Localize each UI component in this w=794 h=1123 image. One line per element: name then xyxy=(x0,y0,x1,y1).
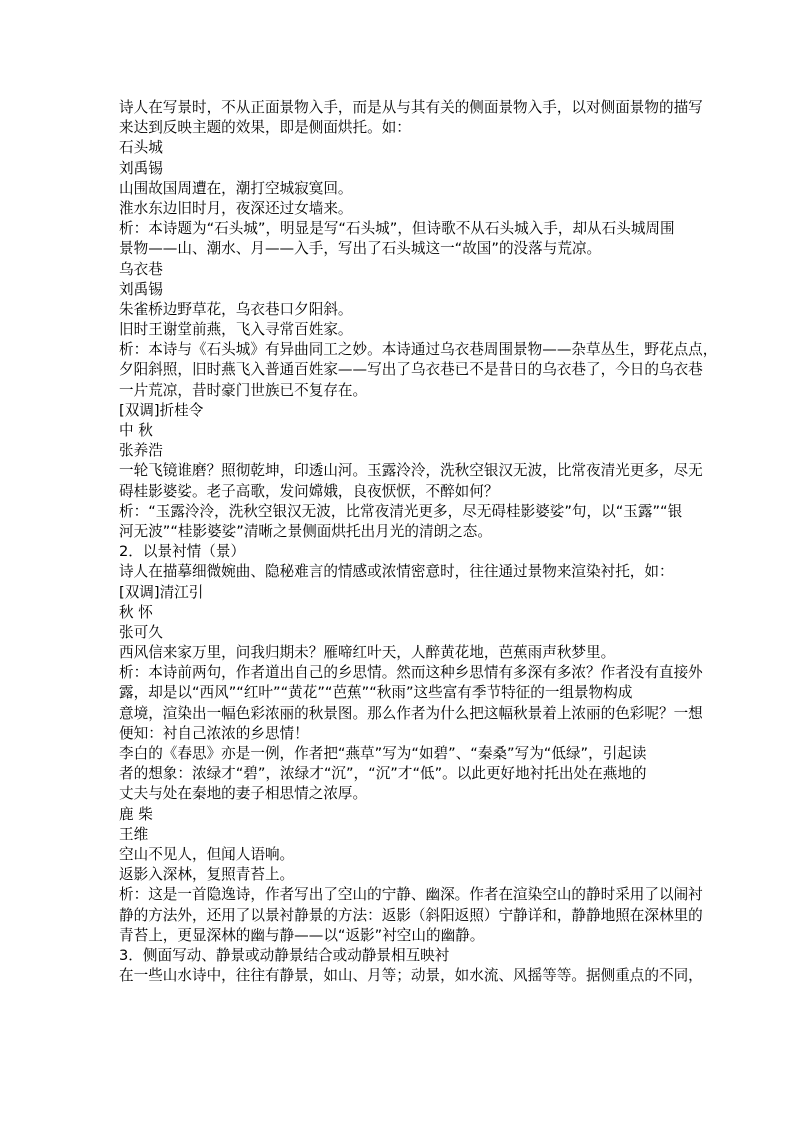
qu-pai: [双调]清江引 xyxy=(119,583,204,601)
poem-title: 乌衣巷 xyxy=(119,260,163,278)
poem-line: 山围故国周遭在，潮打空城寂寞回。 xyxy=(119,179,353,197)
analysis-line: 青苔上，更显深林的幽与静——以“返影”衬空山的幽静。 xyxy=(119,926,485,944)
poem-line: 西风信来家万里，问我归期未？雁啼红叶天，人醉黄花地，芭蕉雨声秋梦里。 xyxy=(119,644,616,662)
analysis-line: 便知：衬自己浓浓的乡思情！ xyxy=(119,724,309,742)
text-line: 在一些山水诗中，往往有静景，如山、月等；动景，如水流、风摇等等。据侧重点的不同， xyxy=(119,967,703,985)
poem-author: 张养浩 xyxy=(119,442,163,460)
poem-title: 鹿 柴 xyxy=(119,805,153,823)
analysis-line: 析：本诗题为“石头城”，明显是写“石头城”，但诗歌不从石头城入手，却从石头城周围 xyxy=(119,220,675,238)
poem-line: 空山不见人，但闻人语响。 xyxy=(119,845,295,863)
text-line: 诗人在写景时，不从正面景物入手，而是从与其有关的侧面景物入手，以对侧面景物的描写 xyxy=(119,99,703,116)
poem-author: 王维 xyxy=(119,825,149,843)
text-line: 来达到反映主题的效果，即是侧面烘托。如： xyxy=(119,119,411,137)
text-line: 李白的《春思》亦是一例，作者把“燕草”写为“如碧”、“秦桑”写为“低绿”，引起读 xyxy=(119,745,647,762)
poem-author: 刘禹锡 xyxy=(119,280,163,298)
analysis-line: 一片荒凉，昔时豪门世族已不复存在。 xyxy=(119,381,368,399)
analysis-line: 意境，渲染出一幅色彩浓丽的秋景图。那么作者为什么把这幅秋景着上浓丽的色彩呢？一想 xyxy=(119,704,703,722)
qu-pai: [双调]折桂令 xyxy=(119,401,204,419)
poem-title: 石头城 xyxy=(119,139,163,157)
poem-line: 淮水东边旧时月，夜深还过女墙来。 xyxy=(119,199,353,217)
section-heading: 3．侧面写动、静景或动静景结合或动静景相互映衬 xyxy=(119,946,450,964)
analysis-line: 露，却是以“西风”“红叶”“黄花”“芭蕉”“秋雨”这些富有季节特征的一组景物构成 xyxy=(119,684,633,702)
poem-line: 朱雀桥边野草花，乌衣巷口夕阳斜。 xyxy=(119,300,353,318)
poem-line: 旧时王谢堂前燕，飞入寻常百姓家。 xyxy=(119,321,353,339)
analysis-line: 静的方法外，还用了以景衬静景的方法：返影（斜阳返照）宁静详和，静静地照在深林里的 xyxy=(119,906,703,924)
analysis-line: 析：这是一首隐逸诗，作者写出了空山的宁静、幽深。作者在渲染空山的静时采用了以闹衬 xyxy=(119,886,703,904)
poem-line: 碍桂影婆娑。老子高歌，发问嫦娥，良夜恹恹，不醉如何？ xyxy=(119,482,499,500)
text-line: 诗人在描摹细微婉曲、隐秘难言的情感或浓情密意时，往往通过景物来渲染衬托，如： xyxy=(119,563,674,581)
analysis-line: 析：本诗与《石头城》有异曲同工之妙。本诗通过乌衣巷周围景物——杂草丛生，野花点点， xyxy=(119,341,718,359)
text-line: 丈夫与处在秦地的妻子相思情之浓厚。 xyxy=(119,785,368,803)
poem-line: 一轮飞镜谁磨？照彻乾坤，印透山河。玉露泠泠，洗秋空银汉无波，比常夜清光更多，尽无 xyxy=(119,462,703,480)
analysis-line: 夕阳斜照，旧时燕飞入普通百姓家——写出了乌衣巷已不是昔日的乌衣巷了，今日的乌衣巷 xyxy=(119,361,703,379)
text-line: 者的想象：浓绿才“碧”，浓绿才“沉”，“沉”才“低”。以此更好地衬托出处在燕地的 xyxy=(119,765,647,783)
analysis-line: 景物——山、潮水、月——入手，写出了石头城这一“故国”的没落与荒凉。 xyxy=(119,240,602,258)
analysis-line: 河无波”“桂影婆娑”清晰之景侧面烘托出月光的清朗之态。 xyxy=(119,522,492,540)
document-body xyxy=(119,98,718,986)
analysis-line: 析：“玉露泠泠，洗秋空银汉无波，比常夜清光更多，尽无碍桂影婆娑”句，以“玉露”“银 xyxy=(119,502,683,520)
analysis-line: 析：本诗前两句，作者道出自己的乡思情。然而这种乡思情有多深有多浓？作者没有直接外 xyxy=(119,664,703,682)
section-heading: 2．以景衬情（景） xyxy=(119,543,246,561)
poem-title: 秋 怀 xyxy=(119,603,153,621)
poem-author: 刘禹锡 xyxy=(119,159,163,177)
poem-title: 中 秋 xyxy=(119,422,153,439)
poem-author: 张可久 xyxy=(119,623,163,641)
poem-line: 返影入深林，复照青苔上。 xyxy=(119,866,295,884)
